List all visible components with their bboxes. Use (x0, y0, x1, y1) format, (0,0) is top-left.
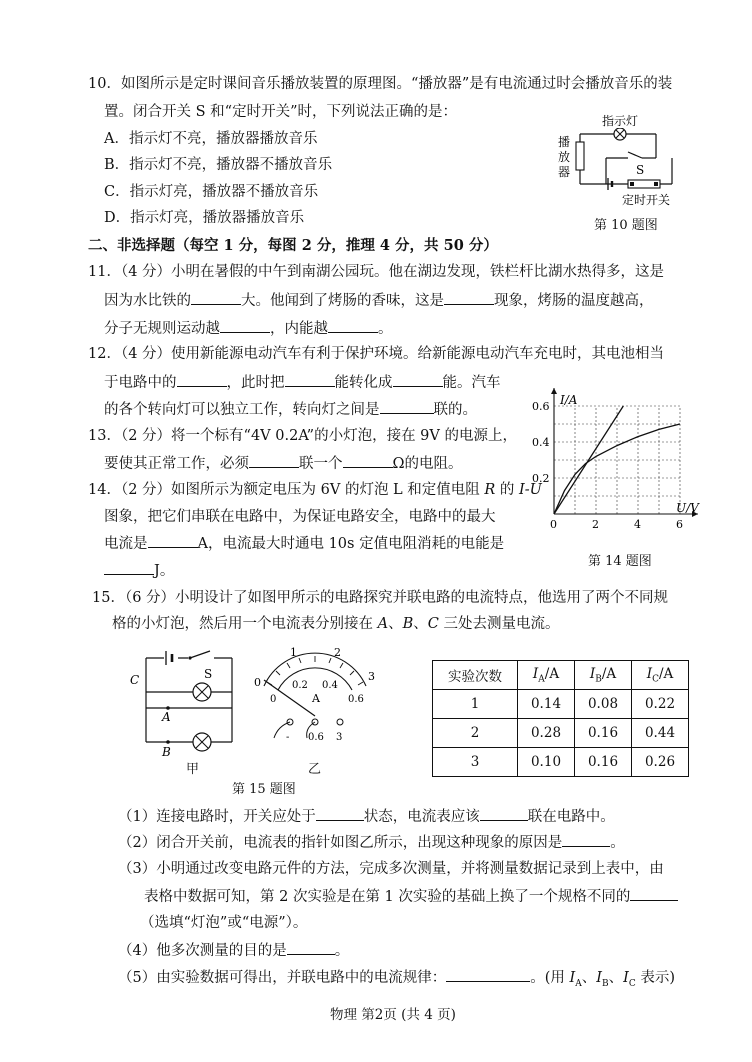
point-c: C (427, 616, 439, 632)
meter-scale-label: 1 (290, 646, 297, 659)
table-cell: 0.22 (632, 690, 689, 719)
answer-blank[interactable] (191, 290, 241, 305)
q14-text: J。 (154, 563, 175, 579)
q15-text: 三处去测量电流。 (438, 616, 560, 632)
answer-blank[interactable] (380, 399, 434, 414)
y-tick-label: 0.4 (532, 436, 550, 449)
q13-text: 联一个 (299, 456, 343, 472)
player-icon (576, 142, 584, 170)
q11-text: 分子无规则运动越 (104, 321, 220, 337)
table-header-cell: $I_B/A$ (575, 661, 632, 690)
table-cell: 0.08 (575, 690, 632, 719)
answer-blank[interactable] (316, 806, 364, 821)
table-cell: 0.10 (518, 748, 575, 777)
answer-blank[interactable] (444, 290, 494, 305)
q15-sub2 (118, 832, 625, 853)
meter-scale-label: 3 (368, 670, 375, 683)
answer-blank[interactable] (480, 806, 528, 821)
switch-s-label: S (636, 163, 645, 177)
q12-line3 (104, 399, 477, 420)
meter-scale-label: 0 (270, 694, 277, 705)
table-cell: 2 (433, 719, 518, 748)
point-c-label: C (130, 673, 140, 687)
q11-text: 。 (378, 321, 393, 337)
q11-text: 现象，烤肠的温度越高， (494, 293, 654, 309)
q15-text: 表示) (640, 970, 676, 986)
q13-text: Ω的电阻。 (392, 456, 463, 472)
table-cell: 1 (433, 690, 518, 719)
meter-scale-label: 0 (254, 676, 261, 689)
meter-scale-label: 2 (334, 646, 341, 659)
q14-r-symbol: R (484, 482, 496, 498)
chart-axes (551, 388, 698, 517)
experiment-data-table (432, 660, 689, 777)
table-header-row (433, 661, 689, 690)
answer-blank[interactable] (446, 967, 530, 982)
meter-scale-label: 0.6 (348, 694, 364, 705)
q12-text: 能转化成 (334, 375, 393, 391)
switch-label: S (204, 667, 213, 681)
answer-blank[interactable] (630, 886, 678, 901)
q10-stem-line2: 置。闭合开关 S 和“定时开关”时，下列说法正确的是： (104, 104, 457, 120)
series-line-1 (554, 406, 623, 514)
q13-text: 要使其正常工作，必须 (104, 456, 249, 472)
q11-text: 大。他闻到了烤肠的香味，这是 (241, 293, 444, 309)
section2-heading: 二、非选择题（每空 1 分，每图 2 分，推理 4 分，共 50 分） (88, 237, 498, 254)
table-header-cell: 实验次数 (433, 661, 518, 690)
q12-text: 联的。 (433, 402, 477, 418)
player-label-1: 播 (558, 135, 571, 149)
q12-text: 能。汽车 (442, 375, 501, 391)
q11-line3 (104, 318, 393, 339)
table-cell: 3 (433, 748, 518, 777)
q14-text: 14．（2 分）如图所示为额定电压为 6V 的灯泡 L 和定值电阻 (88, 482, 485, 498)
q15-text: （1）连接电路时，开关应处于 (118, 809, 316, 825)
chart-grid (554, 406, 680, 514)
answer-blank[interactable] (104, 560, 154, 575)
table-header-cell: $I_A/A$ (518, 661, 575, 690)
meter-scale-label: 0.2 (292, 680, 308, 691)
switch-s-icon (628, 152, 642, 158)
q15-sub3-line1: （3）小明通过改变电路元件的方法，完成多次测量，并将测量数据记录到上表中，由 (118, 861, 664, 877)
table-row (433, 690, 689, 719)
q15-sub5 (118, 967, 675, 994)
q15-sub3-line2 (144, 886, 678, 907)
q10-stem-line1: 10．如图所示是定时课间音乐播放装置的原理图。“播放器”是有电流通过时会播放音乐的装 (88, 76, 673, 92)
q15-text: （4）他多次测量的目的是 (118, 943, 287, 959)
table-row (433, 719, 689, 748)
iu-chart (526, 388, 706, 538)
q14-line3 (104, 533, 504, 554)
q12-text: ，此时把 (226, 375, 285, 391)
table-row (433, 748, 689, 777)
q14-line2: 图象，把它们串联在电路中，为保证电路安全，电路中的最大 (104, 509, 496, 525)
table-cell: 0.44 (632, 719, 689, 748)
figure-yi-label: 乙 (308, 762, 322, 777)
q14-line4 (104, 560, 174, 581)
q11-text: ，内能越 (270, 321, 328, 337)
q11-text: 因为水比铁的 (104, 293, 191, 309)
y-tick-label: 0.2 (532, 472, 550, 485)
player-label-3: 器 (558, 165, 571, 179)
y-axis-label: I/A (560, 393, 578, 407)
q12-line2 (104, 372, 501, 393)
meter-scale-label: 0.4 (322, 680, 338, 691)
indicator-label: 指示灯 (602, 114, 639, 128)
q10-option-d: D．指示灯亮，播放器播放音乐 (104, 210, 305, 226)
answer-blank[interactable] (393, 372, 443, 387)
q15-sub3-line3: （选填“灯泡”或“电源”）。 (140, 915, 308, 931)
player-label-2: 放 (558, 150, 571, 164)
q14-line1 (88, 480, 542, 500)
meter-unit: A (312, 692, 320, 705)
figure-jia-label: 甲 (186, 762, 200, 777)
q14-iu-symbol: I-U (519, 482, 542, 498)
q14-text: A，电流最大时通电 10s 定值电阻消耗的电能是 (197, 536, 505, 552)
point-b-label: B (162, 745, 171, 759)
q15-text: 、 (388, 616, 403, 632)
q12-text: 的各个转向灯可以独立工作，转向灯之间是 (104, 402, 380, 418)
q13-line1: 13．（2 分）将一个标有“4V 0.2A”的小灯泡，接在 9V 的电源上， (88, 428, 517, 444)
table-cell: 0.16 (575, 748, 632, 777)
q10-option-c: C．指示灯亮，播放器不播放音乐 (104, 184, 319, 200)
table-header-cell: $I_C/A$ (632, 661, 689, 690)
x-tick-label: 4 (634, 518, 641, 531)
q12-line1: 12．（4 分）使用新能源电动汽车有利于保护环境。给新能源电动汽车充电时，其电池相当 (88, 346, 665, 362)
answer-blank[interactable] (177, 372, 227, 387)
point-b: B (402, 616, 414, 632)
q15-text: 格的小灯泡，然后用一个电流表分别接在 (112, 616, 378, 632)
meter-terminal-label: - (286, 732, 290, 743)
meter-terminal-label: 0.6 (308, 732, 324, 743)
x-tick-label: 6 (676, 518, 683, 531)
q15-sub1 (118, 806, 615, 827)
point-a: A (377, 616, 389, 632)
table-cell: 0.26 (632, 748, 689, 777)
q11-line1: 11．（4 分）小明在暑假的中午到南湖公园玩。他在湖边发现，铁栏杆比湖水热得多，这是 (88, 264, 665, 280)
table-cell: 0.14 (518, 690, 575, 719)
current-symbols: $I_A$、$I_B$、$I_C$ (569, 970, 636, 989)
q15-text: （5）由实验数据可得出，并联电路中的电流规律： (118, 970, 447, 986)
answer-blank[interactable] (328, 318, 378, 333)
q10-option-a: A．指示灯不亮，播放器播放音乐 (104, 131, 318, 147)
parallel-circuit-diagram (128, 646, 248, 774)
q15-text: 。 (610, 835, 625, 851)
q10-caption: 第 10 题图 (594, 218, 658, 233)
q15-line2 (112, 614, 559, 634)
q15-caption: 第 15 题图 (232, 782, 296, 797)
q14-text: 的 (495, 482, 520, 498)
answer-blank[interactable] (220, 318, 270, 333)
answer-blank[interactable] (249, 453, 299, 468)
q15-text: 、 (413, 616, 428, 632)
answer-blank[interactable] (287, 940, 335, 955)
meter-terminal-label: 3 (336, 732, 343, 743)
q14-caption: 第 14 题图 (588, 554, 652, 569)
x-axis-label: U/V (676, 501, 699, 515)
q15-text: 状态，电流表应该 (363, 809, 480, 825)
table-cell: 0.16 (575, 719, 632, 748)
q14-text: 电流是 (104, 536, 148, 552)
x-tick-label: 2 (592, 518, 599, 531)
q15-text: （2）闭合开关前，电流表的指针如图乙所示，出现这种现象的原因是 (118, 835, 563, 851)
q15-text: 。(用 (530, 970, 570, 986)
timer-switch-label: 定时开关 (622, 193, 671, 207)
q13-line2 (104, 453, 463, 474)
q15-text: 表格中数据可知，第 2 次实验是在第 1 次实验的基础上换了一个规格不同的 (144, 889, 631, 905)
q12-text: 于电路中的 (104, 375, 177, 391)
answer-blank[interactable] (285, 372, 335, 387)
answer-blank[interactable] (148, 533, 198, 548)
q15-sub4 (118, 940, 349, 961)
x-tick-label: 0 (550, 518, 557, 531)
q10-option-b: B．指示灯不亮，播放器不播放音乐 (104, 157, 333, 173)
q15-line1: 15．（6 分）小明设计了如图甲所示的电路探究并联电路的电流特点，他选用了两个不同规 (92, 590, 669, 606)
q10-circuit-diagram (550, 108, 680, 212)
page-footer: 物理 第2页 (共 4 页) (330, 1007, 456, 1023)
table-cell: 0.28 (518, 719, 575, 748)
y-tick-label: 0.6 (532, 400, 550, 413)
answer-blank[interactable] (562, 832, 610, 847)
q15-text: 联在电路中。 (527, 809, 615, 825)
answer-blank[interactable] (343, 453, 393, 468)
point-a-label: A (162, 710, 171, 724)
q11-line2 (104, 290, 654, 311)
ammeter-dial-icon (250, 646, 380, 754)
y-axis-arrow (551, 388, 557, 394)
q15-text: 。 (334, 943, 350, 959)
